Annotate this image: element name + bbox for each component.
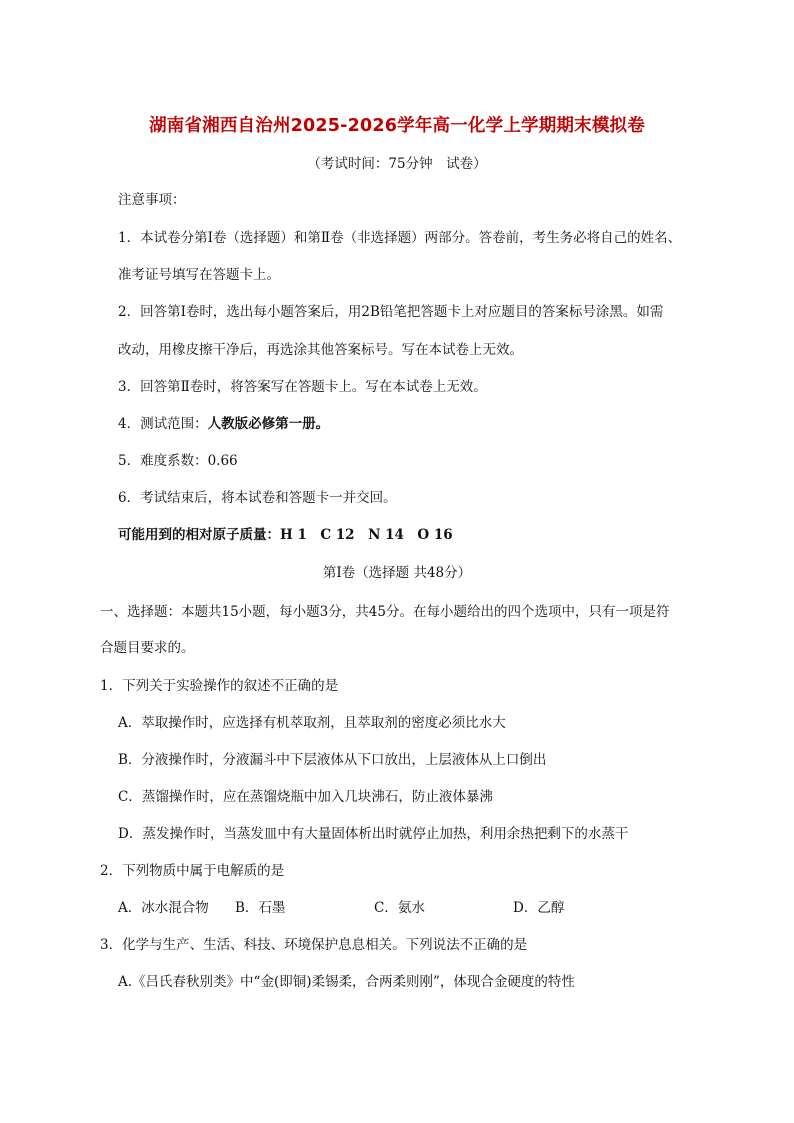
note-line-5: 3．回答第Ⅱ卷时，将答案写在答题卡上。写在本试卷上无效。 [118, 379, 487, 395]
question-2-option-c: C．氨水 [374, 900, 425, 916]
question-2-option-b: B．石墨 [235, 900, 286, 916]
notes-heading: 注意事项： [118, 192, 186, 208]
question-1-stem: 1．下列关于实验操作的叙述不正确的是 [100, 678, 339, 694]
note-line-8: 6．考试结束后，将本试卷和答题卡一并交回。 [118, 490, 397, 506]
note4-prefix: 4．测试范围： [118, 416, 208, 432]
question-1-option-b: B．分液操作时，分液漏斗中下层液体从下口放出，上层液体从上口倒出 [118, 752, 547, 768]
question-3-option-a: A.《吕氏春秋别类》中“金(即铜)柔锡柔，合两柔则刚”，体现合金硬度的特性 [118, 974, 575, 990]
note-line-3: 2．回答第Ⅰ卷时，选出每小题答案后，用2B铅笔把答题卡上对应题目的答案标号涂黑。如需 [118, 304, 664, 320]
question-2-option-a: A．冰水混合物 [118, 900, 209, 916]
question-2-stem: 2．下列物质中属于电解质的是 [100, 863, 285, 879]
note-line-6 [118, 414, 329, 434]
note4-scope: 人教版必修第一册。 [207, 416, 330, 432]
question-1-option-a: A．萃取操作时，应选择有机萃取剂，且萃取剂的密度必须比水大 [118, 715, 506, 731]
section-intro-line-1: 一、选择题：本题共15小题，每小题3分，共45分。在每小题给出的四个选项中，只有一项是符 [100, 604, 670, 620]
note-line-4: 改动，用橡皮擦干净后，再选涂其他答案标号。写在本试卷上无效。 [118, 342, 523, 358]
question-2-option-d: D．乙醇 [513, 900, 565, 916]
question-3-stem: 3．化学与生产、生活、科技、环境保护息息相关。下列说法不正确的是 [100, 937, 528, 953]
question-1-option-c: C．蒸馏操作时，应在蒸馏烧瓶中加入几块沸石，防止液体暴沸 [118, 789, 493, 805]
section-intro-line-2: 合题目要求的。 [100, 640, 195, 656]
note-line-2: 准考证号填写在答题卡上。 [118, 267, 280, 283]
atomic-mass-line: 可能用到的相对原子质量：H 1 C 12 N 14 O 16 [118, 527, 453, 543]
exam-subtitle: （考试时间：75分钟 试卷） [307, 156, 487, 172]
note-line-1: 1．本试卷分第Ⅰ卷（选择题）和第Ⅱ卷（非选择题）两部分。答卷前，考生务必将自己的姓名、 [118, 230, 682, 246]
note-line-7: 5．难度系数：0.66 [118, 453, 238, 469]
page-title: 湖南省湘西自治州2025-2026学年高一化学上学期期末模拟卷 [149, 116, 645, 136]
question-1-option-d: D．蒸发操作时，当蒸发皿中有大量固体析出时就停止加热，利用余热把剩下的水蒸干 [118, 826, 629, 842]
section-title: 第Ⅰ卷（选择题 共48分） [322, 565, 472, 581]
